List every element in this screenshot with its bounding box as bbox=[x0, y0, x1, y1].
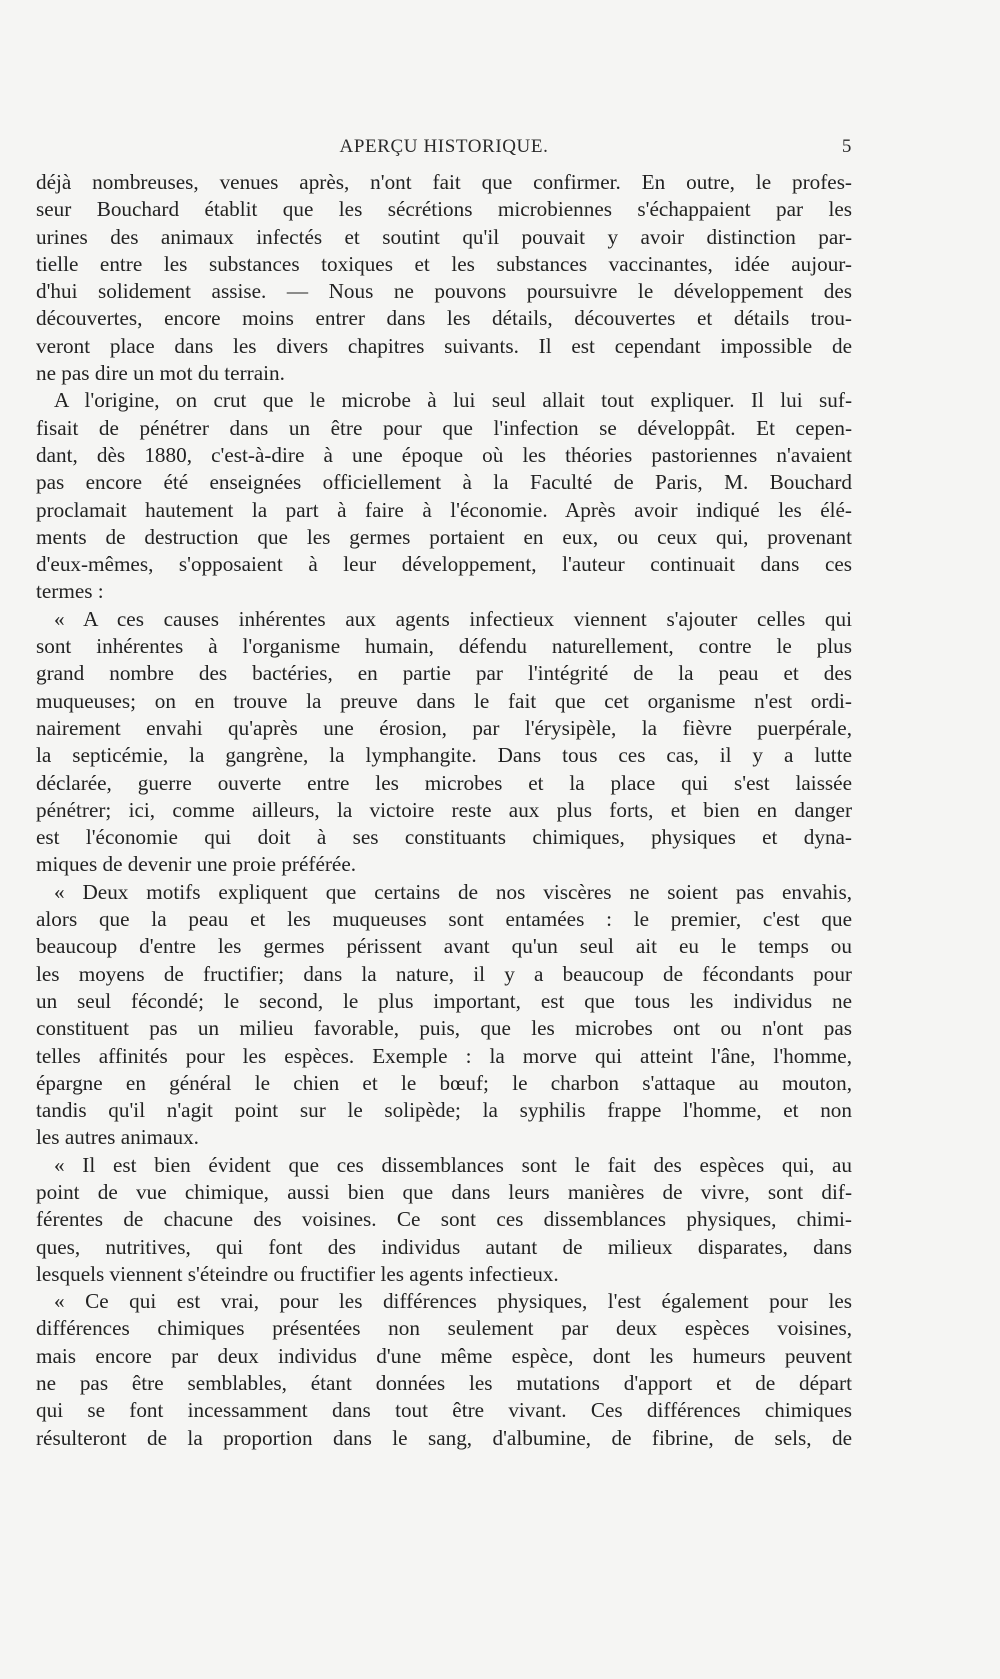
text-line: fisait de pénétrer dans un être pour que l'infection se développât. Et cepen- bbox=[36, 415, 852, 440]
text-line: « A ces causes inhérentes aux agents infectieux viennent s'ajouter celles qui bbox=[54, 606, 852, 631]
text-line: muqueuses; on en trouve la preuve dans le fait que cet organisme n'est ordi- bbox=[36, 688, 852, 713]
running-head bbox=[36, 136, 852, 164]
paragraph bbox=[36, 1288, 852, 1452]
text-line: les moyens de fructifier; dans la nature, il y a beaucoup de fécondants pour bbox=[36, 961, 852, 986]
text-line: grand nombre des bactéries, en partie par l'intégrité de la peau et des bbox=[36, 661, 852, 686]
text-line: déclarée, guerre ouverte entre les microbes et la place qui s'est laissée bbox=[36, 770, 852, 795]
text-line: épargne en général le chien et le bœuf; le charbon s'attaque au mouton, bbox=[36, 1070, 852, 1095]
text-line: point de vue chimique, aussi bien que dans leurs manières de vivre, sont dif- bbox=[36, 1179, 852, 1204]
text-line: termes : bbox=[36, 579, 104, 604]
paragraph bbox=[36, 606, 852, 879]
text-line: d'eux-mêmes, s'opposaient à leur développement, l'auteur continuait dans ces bbox=[36, 552, 852, 577]
text-line: « Ce qui est vrai, pour les différences physiques, l'est également pour les bbox=[54, 1289, 852, 1314]
text-line: tandis qu'il n'agit point sur le solipède; la syphilis frappe l'homme, et non bbox=[36, 1098, 852, 1123]
text-line: mais encore par deux individus d'une même espèce, dont les humeurs peuvent bbox=[36, 1343, 852, 1368]
text-line: un seul fécondé; le second, le plus important, est que tous les individus ne bbox=[36, 988, 852, 1013]
text-line: A l'origine, on crut que le microbe à lui seul allait tout expliquer. Il lui suf- bbox=[54, 388, 852, 413]
text-line: veront place dans les divers chapitres suivants. Il est cependant impossible de bbox=[36, 333, 852, 358]
text-line: seur Bouchard établit que les sécrétions microbiennes s'échappaient par les bbox=[36, 197, 852, 222]
text-line: découvertes, encore moins entrer dans les détails, découvertes et détails trou- bbox=[36, 306, 852, 331]
text-line: d'hui solidement assise. — Nous ne pouvons poursuivre le développement des bbox=[36, 279, 852, 304]
text-line: « Deux motifs expliquent que certains de nos viscères ne soient pas envahis, bbox=[54, 879, 852, 904]
text-line: telles affinités pour les espèces. Exemple : la morve qui atteint l'âne, l'homme, bbox=[36, 1043, 852, 1068]
text-line: urines des animaux infectés et soutint qu'il pouvait y avoir distinction par- bbox=[36, 224, 852, 249]
text-line: férentes de chacune des voisines. Ce sont ces dissemblances physiques, chimi- bbox=[36, 1207, 852, 1232]
text-line: déjà nombreuses, venues après, n'ont fait que confirmer. En outre, le profes- bbox=[36, 170, 852, 194]
text-line: alors que la peau et les muqueuses sont entamées : le premier, c'est que bbox=[36, 907, 852, 932]
text-line: ne pas être semblables, étant données les mutations d'apport et de départ bbox=[36, 1371, 852, 1396]
text-line: constituent pas un milieu favorable, puis, que les microbes ont ou n'ont pas bbox=[36, 1016, 852, 1041]
text-line: proclamait hautement la part à faire à l'économie. Après avoir indiqué les élé- bbox=[36, 497, 852, 522]
text-line: ne pas dire un mot du terrain. bbox=[36, 361, 285, 386]
text-line: nairement envahi qu'après une érosion, par l'érysipèle, la fièvre puerpérale, bbox=[36, 715, 852, 740]
text-line: pénétrer; ici, comme ailleurs, la victoire reste aux plus forts, et bien en danger bbox=[36, 797, 852, 822]
text-line: résulteront de la proportion dans le sang, d'albumine, de fibrine, de sels, de bbox=[36, 1425, 852, 1450]
text-line: dant, dès 1880, c'est-à-dire à une époque où les théories pastoriennes n'avaient bbox=[36, 442, 852, 467]
text-line: sont inhérentes à l'organisme humain, défendu naturellement, contre le plus bbox=[36, 634, 852, 659]
paragraph bbox=[36, 1152, 852, 1288]
page-number: 5 bbox=[841, 136, 852, 157]
text-line: ques, nutritives, qui font des individus autant de milieux disparates, dans bbox=[36, 1234, 852, 1259]
text-line: tielle entre les substances toxiques et les substances vaccinantes, idée aujour- bbox=[36, 251, 852, 276]
text-line: pas encore été enseignées officiellement à la Faculté de Paris, M. Bouchard bbox=[36, 470, 852, 495]
text-line: les autres animaux. bbox=[36, 1125, 199, 1150]
text-line: ments de destruction que les germes portaient en eux, ou ceux qui, provenant bbox=[36, 524, 852, 549]
paragraph bbox=[36, 169, 852, 387]
text-line: « Il est bien évident que ces dissemblances sont le fait des espèces qui, au bbox=[54, 1152, 852, 1177]
running-title: APERÇU HISTORIQUE. bbox=[339, 136, 549, 157]
body-text bbox=[36, 169, 852, 1452]
paragraph bbox=[36, 387, 852, 605]
text-line: la septicémie, la gangrène, la lymphangite. Dans tous ces cas, il y a lutte bbox=[36, 743, 852, 768]
paragraph bbox=[36, 879, 852, 1152]
text-line: qui se font incessamment dans tout être vivant. Ces différences chimiques bbox=[36, 1398, 852, 1423]
text-line: est l'économie qui doit à ses constituants chimiques, physiques et dyna- bbox=[36, 825, 852, 850]
text-line: lesquels viennent s'éteindre ou fructifier les agents infectieux. bbox=[36, 1261, 559, 1286]
text-line: beaucoup d'entre les germes périssent avant qu'un seul ait eu le temps ou bbox=[36, 934, 852, 959]
text-line: différences chimiques présentées non seulement par deux espèces voisines, bbox=[36, 1316, 852, 1341]
text-line: miques de devenir une proie préférée. bbox=[36, 852, 357, 877]
